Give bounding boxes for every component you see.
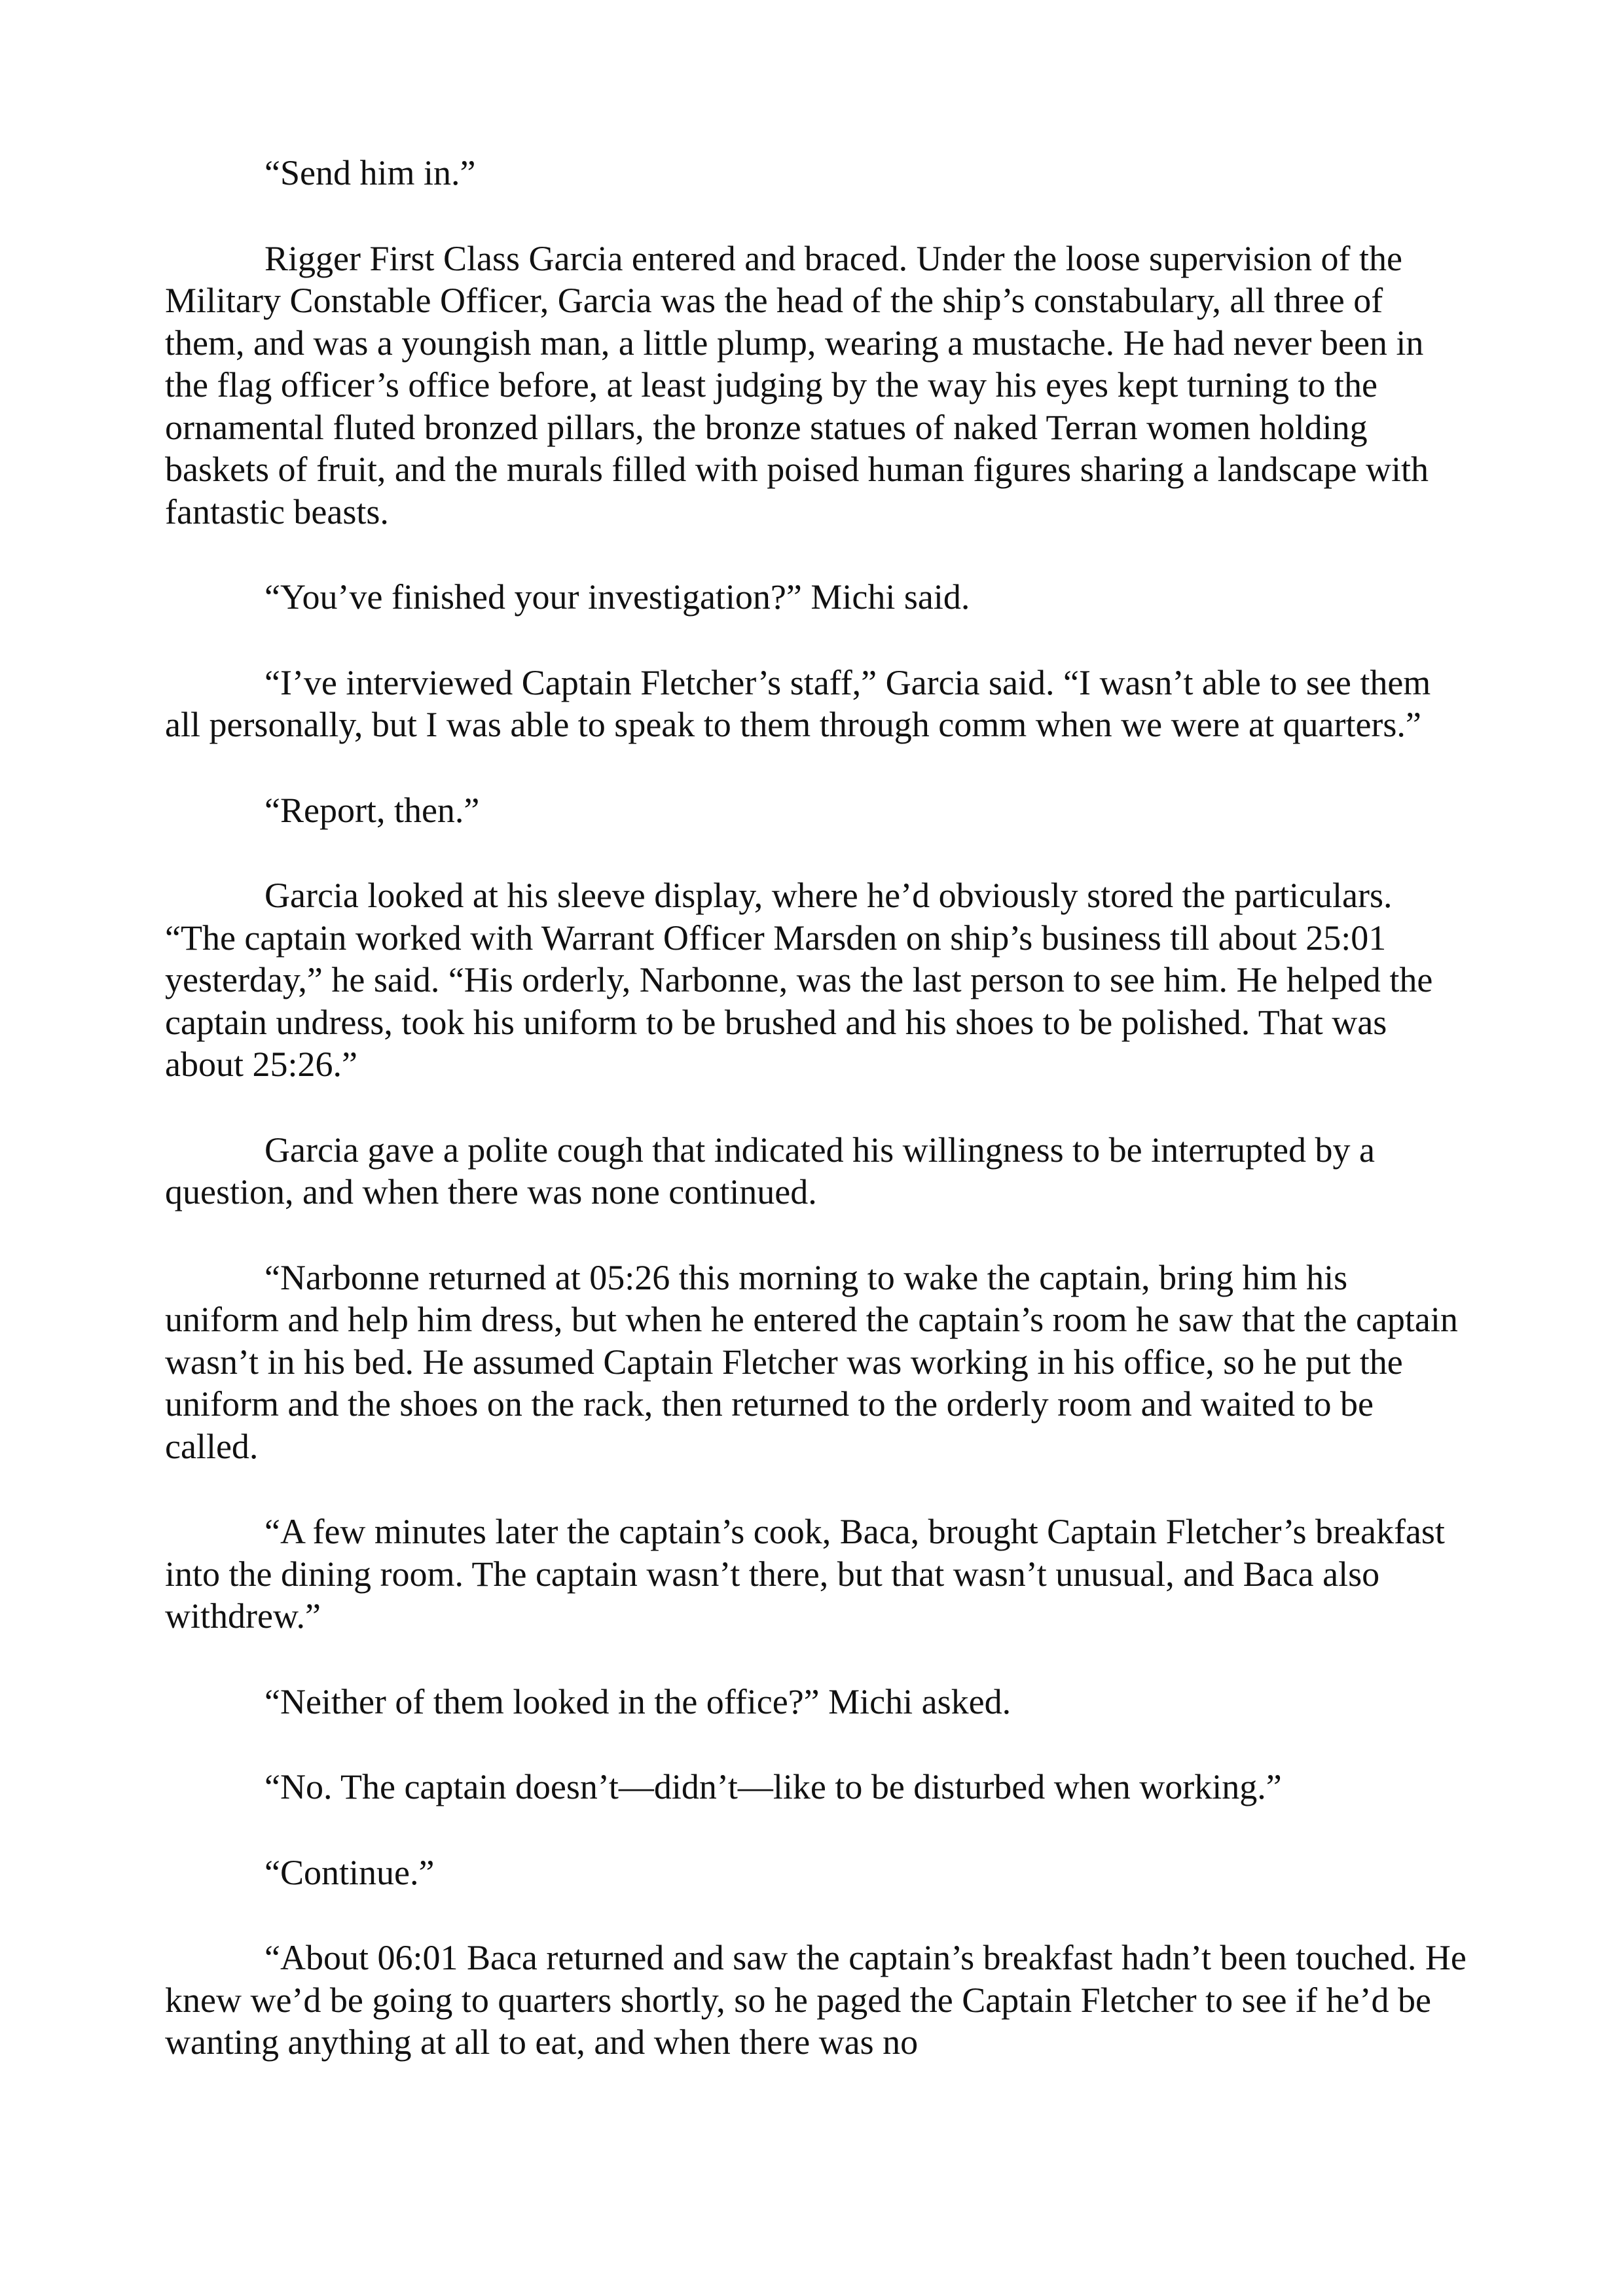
paragraph-6: Garcia looked at his sleeve display, where he’d obviously stored the particulars. “The captain worked with Warrant Officer Marsden on ship’s business till about 25:01 yesterday,” he said. “His orderly, Narbonne, was the last person to see him. He helped the captain undress, took his uniform to be brushed and his shoes to be polished. That was about 25:26.” [165, 876, 1433, 1084]
paragraph-2: Rigger First Class Garcia entered and braced. Under the loose supervision of the Military Constable Officer, Garcia was the head of the ship’s constabulary, all three of them, and was a youngish man, a little plump, wearing a mustache. He had never been in the flag officer’s office before, at least judging by the way his eyes kept turning to the ornamental fluted bronzed pillars, the bronze statues of naked Terran women holding baskets of fruit, and the murals filled with poised human figures sharing a landscape with fantastic beasts. [165, 238, 1429, 531]
paragraph-9: “A few minutes later the captain’s cook, Baca, brought Captain Fletcher’s breakfast into the dining room. The captain wasn’t there, but that wasn’t unusual, and Baca also withdrew.” [165, 1512, 1445, 1636]
paragraph-7: Garcia gave a polite cough that indicated his willingness to be interrupted by a question, and when there was none continued. [165, 1130, 1375, 1211]
paragraph-3: “You’ve finished your investigation?” Michi said. [264, 577, 970, 617]
paragraph-5: “Report, then.” [264, 790, 480, 830]
paragraph-11: “No. The captain doesn’t—didn’t—like to be disturbed when working.” [264, 1767, 1282, 1806]
paragraph-10: “Neither of them looked in the office?” Michi asked. [264, 1681, 1012, 1721]
paragraph-13: “About 06:01 Baca returned and saw the captain’s breakfast hadn’t been touched. He knew we’d be going to quarters shortly, so he paged the Captain Fletcher to see if he’d be wanting anything at all to eat, and when there was no [165, 1938, 1467, 2062]
body-text [165, 152, 1468, 2064]
paragraph-12: “Continue.” [264, 1852, 435, 1892]
paragraph-8: “Narbonne returned at 05:26 this morning to wake the captain, bring him his uniform and help him dress, but when he entered the captain’s room he saw that the captain wasn’t in his bed. He assumed Captain Fletcher was working in his office, so he put the uniform and the shoes on the rack, then returned to the orderly room and waited to be called. [165, 1257, 1458, 1466]
paragraph-1: “Send him in.” [264, 153, 476, 192]
paragraph-4: “I’ve interviewed Captain Fletcher’s staff,” Garcia said. “I wasn’t able to see them all personally, but I was able to speak to them through comm when we were at quarters.” [165, 662, 1431, 744]
